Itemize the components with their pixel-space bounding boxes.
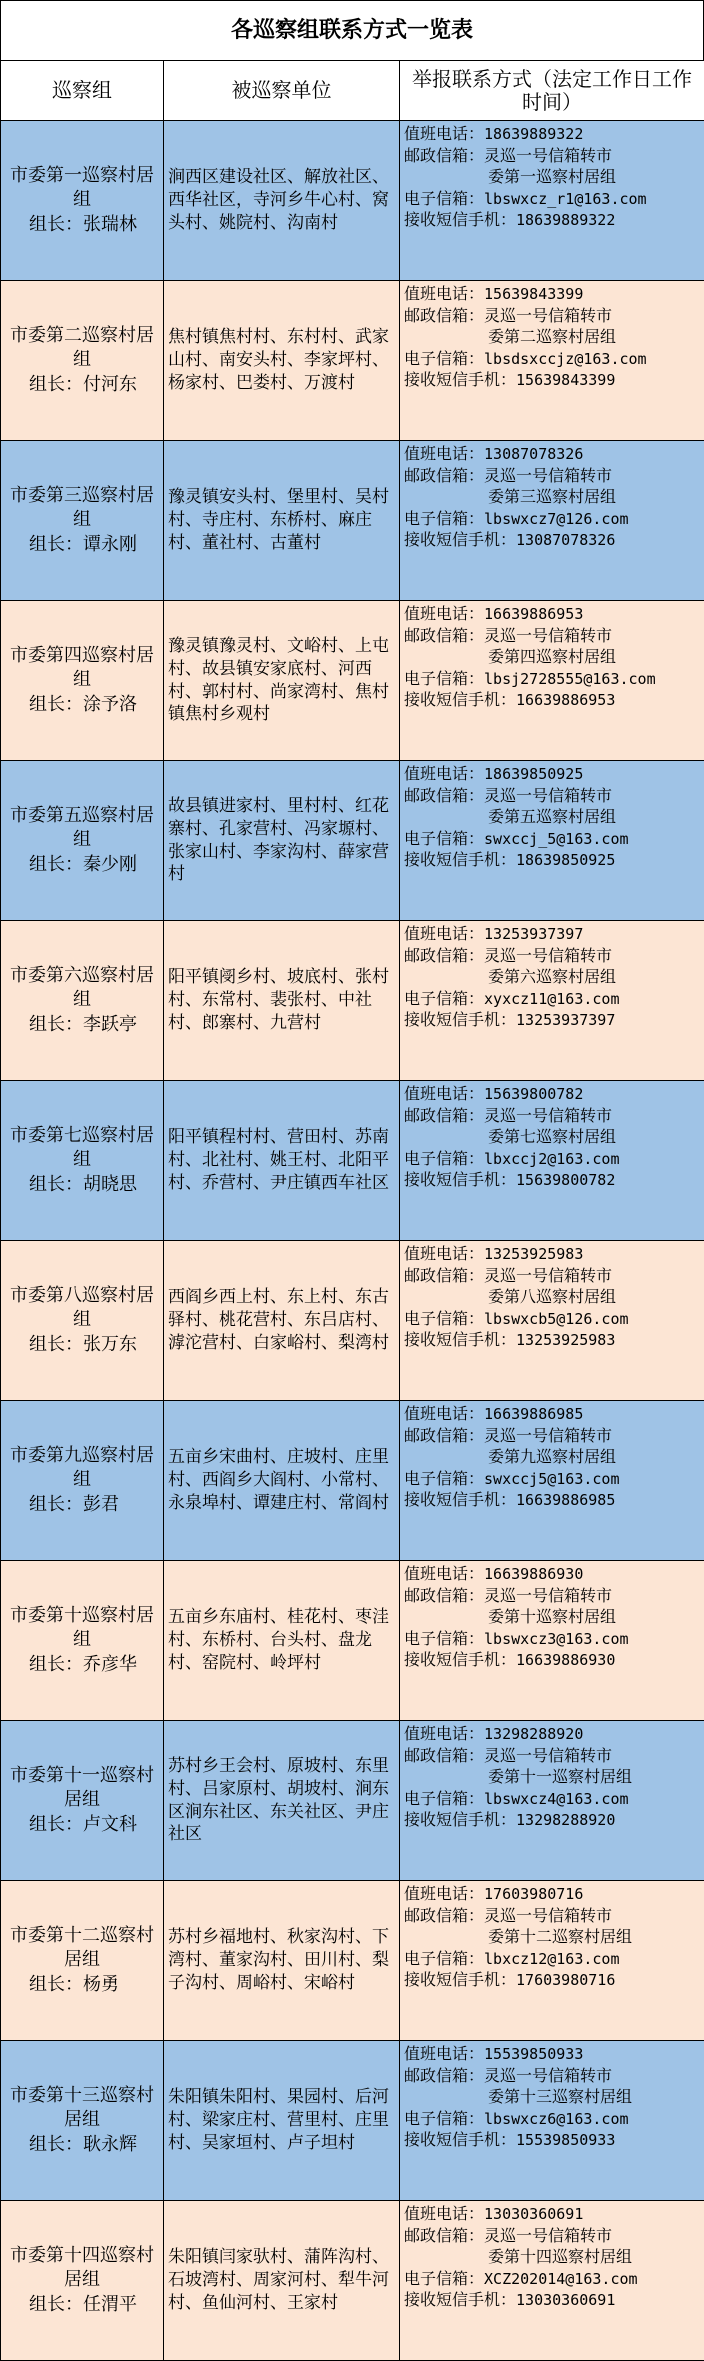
mail-line-2: 委第十巡察村居组 [488, 1607, 617, 1627]
mail-value: 灵巡一号信箱转市 [484, 1105, 613, 1125]
mail-line-2: 委第十二巡察村居组 [488, 1927, 633, 1947]
phone-value: 16639886985 [484, 1405, 584, 1423]
sms-label: 接收短信手机： [404, 850, 517, 870]
sms-line [404, 1969, 702, 1991]
mail-line [404, 785, 702, 807]
email-value: lbsdsxccjz@163.com [484, 349, 647, 368]
units-cell: 五亩乡宋曲村、庄坡村、庄里村、西阎乡大阎村、小常村、永泉埠村、谭建庄村、常阎村 [164, 1401, 400, 1561]
phone-value: 13253937397 [484, 925, 584, 943]
email-value: lbswxcz4@163.com [484, 1789, 629, 1808]
units-cell: 西阎乡西上村、东上村、东古驿村、桃花营村、东吕店村、滹沱营村、白家峪村、梨湾村 [164, 1241, 400, 1401]
phone-line [404, 603, 702, 625]
email-value: XCZ202014@163.com [484, 2269, 638, 2288]
units-cell: 朱阳镇闫家驮村、蒲阵沟村、石坡湾村、周家河村、犁牛河村、鱼仙河村、王家村 [164, 2201, 400, 2361]
group-name: 市委第一巡察村居组 [10, 165, 154, 211]
mail-value: 灵巡一号信箱转市 [484, 785, 613, 805]
table-row [1, 441, 704, 601]
phone-line [404, 1723, 702, 1745]
phone-value: 13030360691 [484, 2205, 584, 2223]
sms-label: 接收短信手机： [404, 210, 517, 230]
email-label: 电子信箱： [404, 1948, 485, 1968]
group-name: 市委第七巡察村居组 [10, 1125, 154, 1171]
mail-label: 邮政信箱： [404, 2065, 485, 2085]
mail-label: 邮政信箱： [404, 2225, 485, 2245]
email-value: lbswxcz6@163.com [484, 2109, 629, 2128]
mail-line-2: 委第十四巡察村居组 [488, 2247, 633, 2267]
sms-value: 17603980716 [516, 1971, 616, 1990]
phone-label: 值班电话： [404, 1724, 485, 1743]
group-cell [1, 441, 164, 601]
phone-line [404, 123, 702, 145]
phone-value: 16639886930 [484, 1565, 584, 1583]
email-label: 电子信箱： [404, 2268, 485, 2288]
mail-line [404, 1265, 702, 1287]
phone-line [404, 1563, 702, 1585]
mail-line-2: 委第八巡察村居组 [488, 1287, 617, 1307]
sms-label: 接收短信手机： [404, 370, 517, 390]
mail-value: 灵巡一号信箱转市 [484, 2065, 613, 2085]
group-name: 市委第六巡察村居组 [10, 965, 154, 1011]
mail-line [404, 1905, 702, 1927]
group-leader: 组长：胡晓思 [29, 1173, 137, 1195]
group-cell [1, 281, 164, 441]
sms-value: 13030360691 [516, 2291, 616, 2310]
sms-label: 接收短信手机： [404, 1010, 517, 1030]
sms-label: 接收短信手机： [404, 1330, 517, 1350]
phone-line [404, 443, 702, 465]
group-leader: 组长：秦少刚 [29, 853, 137, 875]
group-name: 市委第二巡察村居组 [10, 325, 154, 371]
group-cell [1, 1401, 164, 1561]
phone-line [404, 2203, 702, 2225]
group-leader: 组长：耿永辉 [29, 2133, 137, 2155]
contact-cell [400, 761, 704, 921]
email-value: lbxcz12@163.com [484, 1949, 620, 1968]
group-cell [1, 761, 164, 921]
sms-line [404, 689, 702, 711]
sms-value: 15539850933 [516, 2131, 616, 2150]
sms-value: 13253937397 [516, 1011, 616, 1030]
sms-line [404, 1809, 702, 1831]
contact-cell [400, 1721, 704, 1881]
table-body [1, 121, 704, 2361]
sms-label: 接收短信手机： [404, 530, 517, 550]
mail-label: 邮政信箱： [404, 145, 485, 165]
contact-cell [400, 281, 704, 441]
contact-table [0, 60, 704, 2361]
group-name: 市委第三巡察村居组 [10, 485, 154, 531]
units-cell: 朱阳镇朱阳村、果园村、后河村、梁家庄村、营里村、庄里村、吴家垣村、卢子坦村 [164, 2041, 400, 2201]
email-line [404, 988, 702, 1010]
table-row [1, 1401, 704, 1561]
group-cell [1, 2041, 164, 2201]
sms-value: 18639850925 [516, 851, 616, 870]
email-label: 电子信箱： [404, 1148, 485, 1168]
mail-line [404, 305, 702, 327]
email-value: lbswxcz3@163.com [484, 1629, 629, 1648]
group-cell [1, 1241, 164, 1401]
group-leader: 组长：卢文科 [29, 1813, 137, 1835]
sms-value: 16639886930 [516, 1651, 616, 1670]
sms-value: 16639886953 [516, 691, 616, 710]
phone-value: 16639886953 [484, 605, 584, 623]
sms-line [404, 529, 702, 551]
mail-value: 灵巡一号信箱转市 [484, 945, 613, 965]
mail-value: 灵巡一号信箱转市 [484, 1745, 613, 1765]
mail-line [404, 145, 702, 167]
mail-line-2: 委第五巡察村居组 [488, 807, 617, 827]
group-leader: 组长：李跃亭 [29, 1013, 137, 1035]
phone-label: 值班电话： [404, 924, 485, 943]
email-label: 电子信箱： [404, 348, 485, 368]
sms-value: 13087078326 [516, 531, 616, 550]
group-leader: 组长：谭永刚 [29, 533, 137, 555]
email-line [404, 348, 702, 370]
units-cell: 苏村乡王会村、原坡村、东里村、吕家原村、胡坡村、涧东区涧东社区、东关社区、尹庄社区 [164, 1721, 400, 1881]
group-name: 市委第十四巡察村居组 [10, 2245, 154, 2291]
email-value: lbswxcz7@126.com [484, 509, 629, 528]
mail-value: 灵巡一号信箱转市 [484, 1265, 613, 1285]
group-cell [1, 2201, 164, 2361]
email-line [404, 1468, 702, 1490]
email-value: lbsj2728555@163.com [484, 669, 656, 688]
email-line [404, 188, 702, 210]
group-leader: 组长：付河东 [29, 373, 137, 395]
email-line [404, 1628, 702, 1650]
units-cell: 阳平镇程村村、营田村、苏南村、北社村、姚王村、北阳平村、乔营村、尹庄镇西车社区 [164, 1081, 400, 1241]
sms-line [404, 1649, 702, 1671]
mail-label: 邮政信箱： [404, 785, 485, 805]
phone-value: 15539850933 [484, 2045, 584, 2063]
mail-line-2: 委第三巡察村居组 [488, 487, 617, 507]
email-line [404, 828, 702, 850]
phone-label: 值班电话： [404, 1884, 485, 1903]
header-group: 巡察组 [1, 61, 164, 121]
email-label: 电子信箱： [404, 508, 485, 528]
mail-line [404, 1425, 702, 1447]
phone-value: 15639843399 [484, 285, 584, 303]
email-label: 电子信箱： [404, 668, 485, 688]
mail-label: 邮政信箱： [404, 625, 485, 645]
group-name: 市委第九巡察村居组 [10, 1445, 154, 1491]
contact-cell [400, 1081, 704, 1241]
email-line [404, 2108, 702, 2130]
mail-line-2: 委第二巡察村居组 [488, 327, 617, 347]
phone-value: 18639850925 [484, 765, 584, 783]
group-leader: 组长：乔彦华 [29, 1653, 137, 1675]
email-value: xyxcz11@163.com [484, 989, 620, 1008]
mail-line [404, 945, 702, 967]
mail-value: 灵巡一号信箱转市 [484, 625, 613, 645]
mail-line-2: 委第十三巡察村居组 [488, 2087, 633, 2107]
mail-value: 灵巡一号信箱转市 [484, 1425, 613, 1445]
mail-label: 邮政信箱： [404, 1265, 485, 1285]
phone-value: 17603980716 [484, 1885, 584, 1903]
group-leader: 组长：张瑞林 [29, 213, 137, 235]
phone-value: 18639889322 [484, 125, 584, 143]
mail-line-2: 委第七巡察村居组 [488, 1127, 617, 1147]
phone-label: 值班电话： [404, 2044, 485, 2063]
table-row [1, 2041, 704, 2201]
group-cell [1, 1561, 164, 1721]
phone-value: 15639800782 [484, 1085, 584, 1103]
group-name: 市委第十一巡察村居组 [10, 1765, 154, 1811]
units-cell: 五亩乡东庙村、桂花村、枣洼村、东桥村、台头村、盘龙村、窑院村、岭坪村 [164, 1561, 400, 1721]
email-value: lbswxcb5@126.com [484, 1309, 629, 1328]
mail-value: 灵巡一号信箱转市 [484, 145, 613, 165]
mail-line-2: 委第九巡察村居组 [488, 1447, 617, 1467]
table-row [1, 1721, 704, 1881]
group-name: 市委第十二巡察村居组 [10, 1925, 154, 1971]
sms-label: 接收短信手机： [404, 1170, 517, 1190]
table-row [1, 1081, 704, 1241]
email-label: 电子信箱： [404, 1308, 485, 1328]
sms-label: 接收短信手机： [404, 690, 517, 710]
group-cell [1, 1081, 164, 1241]
sms-line [404, 369, 702, 391]
contact-cell [400, 601, 704, 761]
mail-line-2: 委第十一巡察村居组 [488, 1767, 633, 1787]
mail-line [404, 1105, 702, 1127]
group-leader: 组长：涂予洛 [29, 693, 137, 715]
units-cell: 豫灵镇安头村、堡里村、吴村村、寺庄村、东桥村、麻庄村、董社村、古董村 [164, 441, 400, 601]
email-label: 电子信箱： [404, 2108, 485, 2128]
phone-label: 值班电话： [404, 1244, 485, 1263]
phone-line [404, 1883, 702, 1905]
sms-label: 接收短信手机： [404, 1650, 517, 1670]
sms-value: 16639886985 [516, 1491, 616, 1510]
table-row [1, 601, 704, 761]
phone-label: 值班电话： [404, 1084, 485, 1103]
page-title: 各巡察组联系方式一览表 [0, 0, 704, 60]
table-row [1, 281, 704, 441]
group-leader: 组长：张万东 [29, 1333, 137, 1355]
mail-value: 灵巡一号信箱转市 [484, 1905, 613, 1925]
sms-line [404, 2129, 702, 2151]
mail-label: 邮政信箱： [404, 1905, 485, 1925]
mail-value: 灵巡一号信箱转市 [484, 2225, 613, 2245]
group-leader: 组长：杨勇 [29, 1973, 119, 1995]
contact-cell [400, 1401, 704, 1561]
phone-label: 值班电话： [404, 764, 485, 783]
sms-label: 接收短信手机： [404, 2290, 517, 2310]
email-line [404, 1148, 702, 1170]
mail-line-2: 委第四巡察村居组 [488, 647, 617, 667]
phone-line [404, 283, 702, 305]
phone-value: 13298288920 [484, 1725, 584, 1743]
table-row [1, 1241, 704, 1401]
group-leader: 组长：任渭平 [29, 2293, 137, 2315]
table-row [1, 1881, 704, 2041]
header-contact: 举报联系方式（法定工作日工作时间） [400, 61, 704, 121]
mail-line-2: 委第六巡察村居组 [488, 967, 617, 987]
units-cell: 苏村乡福地村、秋家沟村、下湾村、董家沟村、田川村、梨子沟村、周峪村、宋峪村 [164, 1881, 400, 2041]
mail-label: 邮政信箱： [404, 1585, 485, 1605]
sms-label: 接收短信手机： [404, 1490, 517, 1510]
contact-cell [400, 2201, 704, 2361]
units-cell: 阳平镇阌乡村、坡底村、张村村、东常村、裴张村、中社村、郎寨村、九营村 [164, 921, 400, 1081]
sms-label: 接收短信手机： [404, 1810, 517, 1830]
phone-line [404, 763, 702, 785]
contact-cell [400, 921, 704, 1081]
email-line [404, 508, 702, 530]
contact-cell [400, 1881, 704, 2041]
email-value: lbxccj2@163.com [484, 1149, 620, 1168]
group-name: 市委第八巡察村居组 [10, 1285, 154, 1331]
mail-line [404, 2065, 702, 2087]
email-line [404, 1308, 702, 1330]
sms-line [404, 1169, 702, 1191]
phone-label: 值班电话： [404, 604, 485, 623]
mail-label: 邮政信箱： [404, 945, 485, 965]
phone-label: 值班电话： [404, 284, 485, 303]
sms-label: 接收短信手机： [404, 1970, 517, 1990]
contact-cell [400, 1241, 704, 1401]
email-label: 电子信箱： [404, 988, 485, 1008]
sms-line [404, 849, 702, 871]
email-line [404, 1788, 702, 1810]
sms-line [404, 1009, 702, 1031]
table-row [1, 121, 704, 281]
sms-label: 接收短信手机： [404, 2130, 517, 2150]
group-cell [1, 1721, 164, 1881]
sms-line [404, 209, 702, 231]
email-value: swxccj5@163.com [484, 1469, 620, 1488]
contact-cell [400, 2041, 704, 2201]
table-row [1, 761, 704, 921]
phone-label: 值班电话： [404, 1404, 485, 1423]
phone-label: 值班电话： [404, 1564, 485, 1583]
mail-line [404, 1585, 702, 1607]
sms-value: 15639843399 [516, 371, 616, 390]
group-name: 市委第十三巡察村居组 [10, 2085, 154, 2131]
sms-value: 18639889322 [516, 211, 616, 230]
mail-label: 邮政信箱： [404, 465, 485, 485]
mail-line [404, 625, 702, 647]
mail-line [404, 2225, 702, 2247]
contact-cell [400, 1561, 704, 1721]
email-label: 电子信箱： [404, 1788, 485, 1808]
group-cell [1, 121, 164, 281]
mail-label: 邮政信箱： [404, 1105, 485, 1125]
group-name: 市委第五巡察村居组 [10, 805, 154, 851]
units-cell: 故县镇进家村、里村村、红花寨村、孔家营村、冯家塬村、张家山村、李家沟村、薛家营村 [164, 761, 400, 921]
mail-line-2: 委第一巡察村居组 [488, 167, 617, 187]
contact-cell [400, 441, 704, 601]
sms-line [404, 1489, 702, 1511]
email-value: lbswxcz_r1@163.com [484, 189, 647, 208]
table-row [1, 2201, 704, 2361]
header-row [1, 61, 704, 121]
header-units: 被巡察单位 [164, 61, 400, 121]
mail-label: 邮政信箱： [404, 305, 485, 325]
mail-line [404, 465, 702, 487]
mail-label: 邮政信箱： [404, 1745, 485, 1765]
sms-line [404, 1329, 702, 1351]
mail-line [404, 1745, 702, 1767]
phone-label: 值班电话： [404, 124, 485, 143]
group-cell [1, 601, 164, 761]
sms-line [404, 2289, 702, 2311]
phone-label: 值班电话： [404, 444, 485, 463]
phone-line [404, 2043, 702, 2065]
mail-value: 灵巡一号信箱转市 [484, 465, 613, 485]
sms-value: 13253925983 [516, 1331, 616, 1350]
units-cell: 豫灵镇豫灵村、文峪村、上屯村、故县镇安家底村、河西村、郭村村、尚家湾村、焦村镇焦村乡观村 [164, 601, 400, 761]
group-name: 市委第十巡察村居组 [10, 1605, 154, 1651]
sms-value: 13298288920 [516, 1811, 616, 1830]
phone-label: 值班电话： [404, 2204, 485, 2223]
units-cell: 涧西区建设社区、解放社区、西华社区，寺河乡牛心村、窝头村、姚院村、沟南村 [164, 121, 400, 281]
email-label: 电子信箱： [404, 188, 485, 208]
units-cell: 焦村镇焦村村、东村村、武家山村、南安头村、李家坪村、杨家村、巴娄村、万渡村 [164, 281, 400, 441]
email-label: 电子信箱： [404, 1628, 485, 1648]
phone-line [404, 923, 702, 945]
mail-label: 邮政信箱： [404, 1425, 485, 1445]
contact-cell [400, 121, 704, 281]
table-row [1, 921, 704, 1081]
sms-value: 15639800782 [516, 1171, 616, 1190]
group-leader: 组长：彭君 [29, 1493, 119, 1515]
email-line [404, 668, 702, 690]
email-label: 电子信箱： [404, 828, 485, 848]
mail-value: 灵巡一号信箱转市 [484, 305, 613, 325]
phone-value: 13087078326 [484, 445, 584, 463]
phone-line [404, 1083, 702, 1105]
group-name: 市委第四巡察村居组 [10, 645, 154, 691]
email-value: swxccj_5@163.com [484, 829, 629, 848]
group-cell [1, 1881, 164, 2041]
phone-line [404, 1403, 702, 1425]
table-row [1, 1561, 704, 1721]
email-line [404, 1948, 702, 1970]
group-cell [1, 921, 164, 1081]
email-line [404, 2268, 702, 2290]
email-label: 电子信箱： [404, 1468, 485, 1488]
phone-line [404, 1243, 702, 1265]
mail-value: 灵巡一号信箱转市 [484, 1585, 613, 1605]
phone-value: 13253925983 [484, 1245, 584, 1263]
